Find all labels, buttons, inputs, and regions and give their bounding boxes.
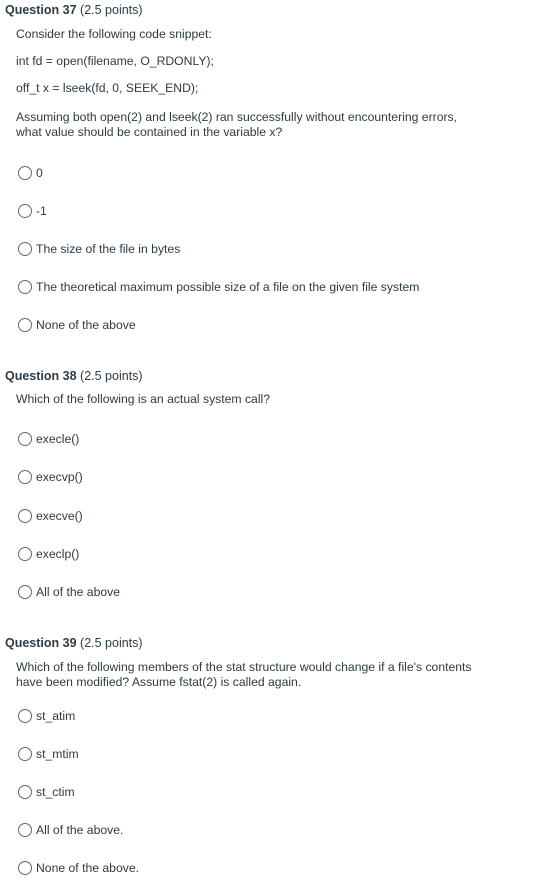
q39-option-2[interactable]	[18, 745, 79, 763]
option-label: All of the above	[36, 585, 121, 599]
question-39-text-1: Which of the following members of the stat structure would change if a file's contents have been modified? Assume fstat(2) is called again.	[16, 660, 472, 689]
option-label: 0	[36, 166, 43, 180]
q38-option-5[interactable]	[18, 583, 120, 601]
q39-option-4[interactable]	[18, 821, 123, 839]
radio-button[interactable]	[18, 547, 32, 561]
question-39-title	[5, 636, 143, 650]
question-37-text-4: Assuming both open(2) and lseek(2) ran successfully without encountering errors, what value should be contained in the variable x?	[16, 110, 458, 139]
q37-option-3[interactable]	[18, 240, 180, 258]
q39-option-3[interactable]	[18, 783, 75, 801]
radio-button[interactable]	[18, 709, 32, 723]
q39-option-5[interactable]	[18, 859, 139, 877]
option-label: st_ctim	[36, 785, 75, 799]
radio-button[interactable]	[18, 861, 32, 875]
question-points: (2.5 points)	[80, 636, 143, 650]
q38-option-1[interactable]	[18, 430, 79, 448]
option-label: execlp()	[36, 547, 80, 561]
q37-option-1[interactable]	[18, 164, 43, 182]
question-label: Question 38	[5, 369, 77, 383]
q39-option-1[interactable]	[18, 707, 75, 725]
q37-option-4[interactable]	[18, 278, 419, 296]
question-37-title	[5, 3, 143, 17]
option-label: st_atim	[36, 709, 76, 723]
radio-button[interactable]	[18, 785, 32, 799]
option-label: st_mtim	[36, 747, 79, 761]
option-label: The size of the file in bytes	[36, 242, 181, 256]
radio-button[interactable]	[18, 470, 32, 484]
question-points: (2.5 points)	[80, 3, 143, 17]
question-label: Question 39	[5, 636, 77, 650]
option-label: None of the above	[36, 318, 136, 332]
question-37-text-2: int fd = open(filename, O_RDONLY);	[16, 54, 214, 68]
option-label: None of the above.	[36, 861, 139, 875]
radio-button[interactable]	[18, 318, 32, 332]
question-38-text-1: Which of the following is an actual system call?	[16, 392, 271, 406]
question-points: (2.5 points)	[80, 369, 143, 383]
radio-button[interactable]	[18, 166, 32, 180]
q38-option-4[interactable]	[18, 545, 79, 563]
question-label: Question 37	[5, 3, 77, 17]
option-label: execve()	[36, 509, 83, 523]
radio-button[interactable]	[18, 747, 32, 761]
q37-option-2[interactable]	[18, 202, 47, 220]
question-37-text-3: off_t x = lseek(fd, 0, SEEK_END);	[16, 81, 199, 95]
option-label: -1	[36, 204, 47, 218]
radio-button[interactable]	[18, 242, 32, 256]
option-label: execvp()	[36, 470, 83, 484]
radio-button[interactable]	[18, 823, 32, 837]
option-label: execle()	[36, 432, 80, 446]
question-37-text-1: Consider the following code snippet:	[16, 27, 212, 41]
option-label: The theoretical maximum possible size of a file on the given file system	[36, 280, 420, 294]
radio-button[interactable]	[18, 280, 32, 294]
q38-option-3[interactable]	[18, 507, 83, 525]
q37-option-5[interactable]	[18, 316, 136, 334]
radio-button[interactable]	[18, 509, 32, 523]
option-label: All of the above.	[36, 823, 124, 837]
radio-button[interactable]	[18, 432, 32, 446]
radio-button[interactable]	[18, 585, 32, 599]
question-38-title	[5, 369, 143, 383]
radio-button[interactable]	[18, 204, 32, 218]
q38-option-2[interactable]	[18, 468, 83, 486]
